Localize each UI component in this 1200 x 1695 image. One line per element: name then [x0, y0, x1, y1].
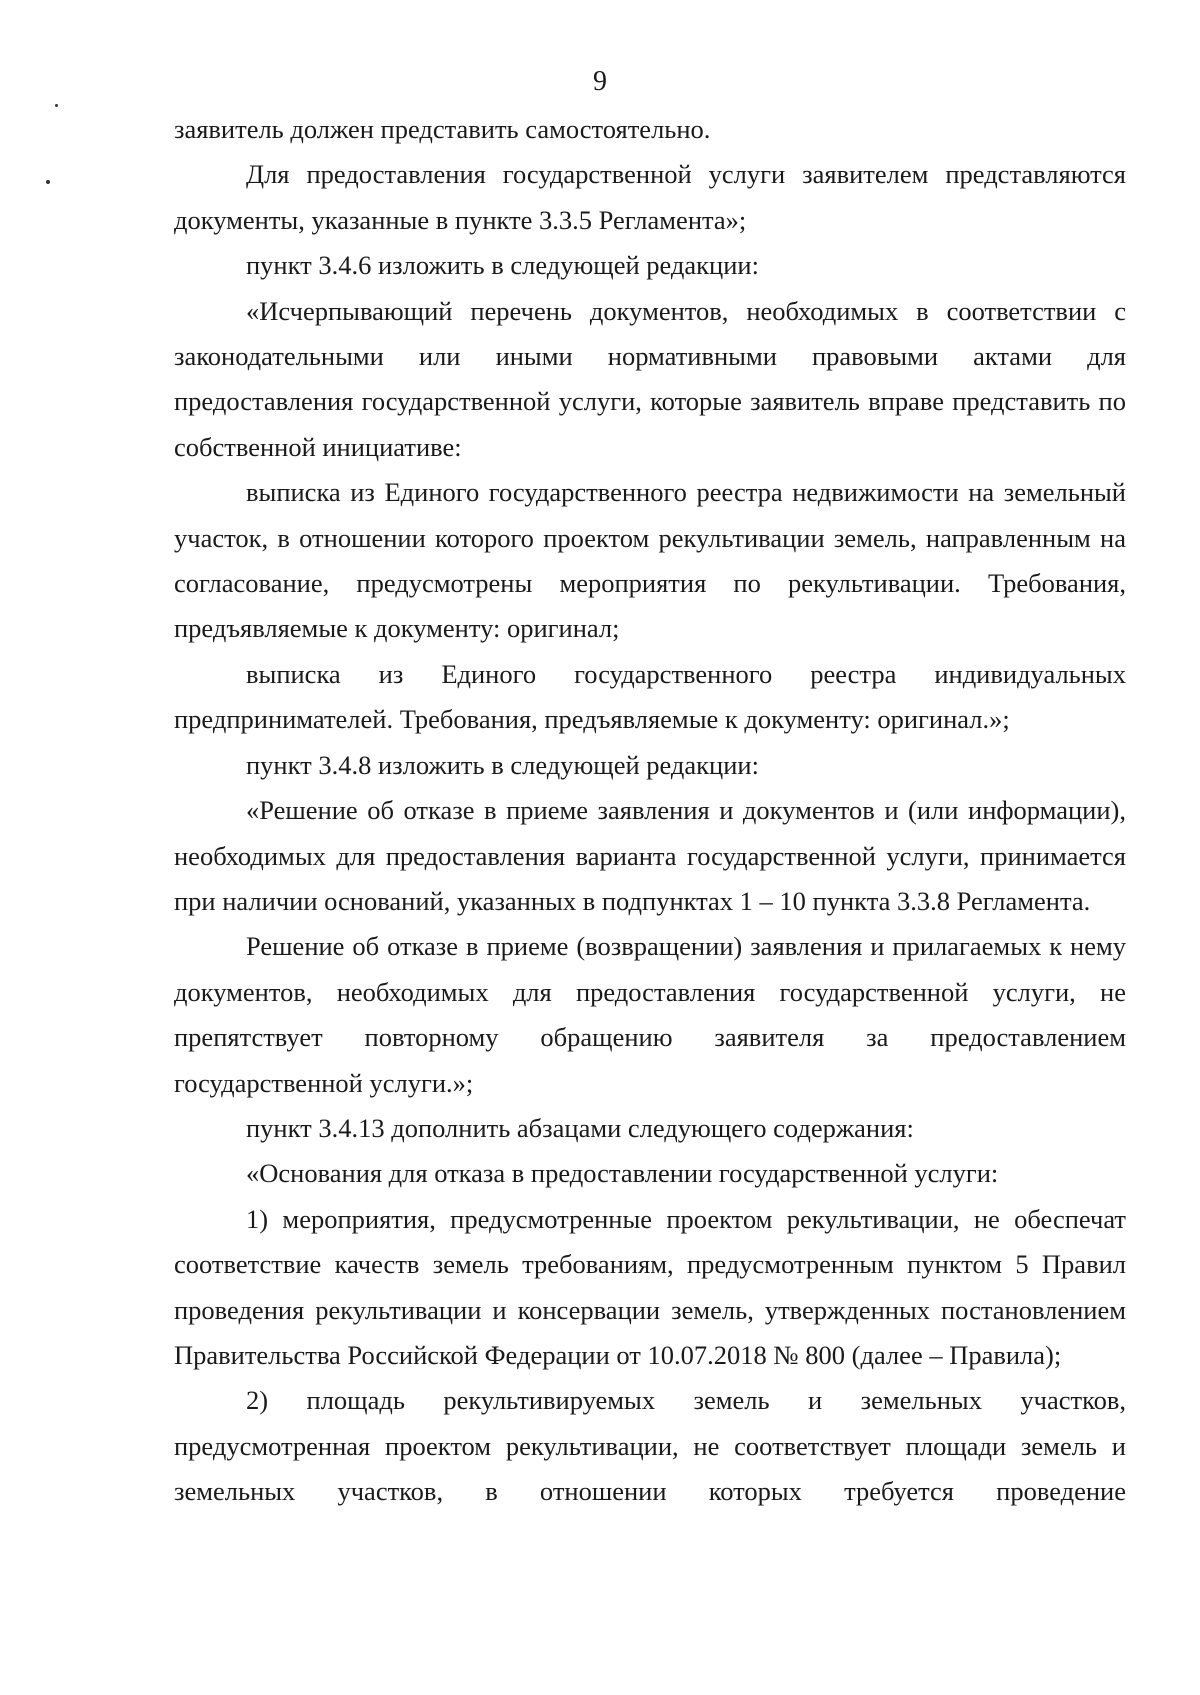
document-body: [174, 107, 1126, 1515]
paragraph: «Исчерпывающий перечень документов, необходимых в соответствии с законодательными или иными нормативными правовыми актами для предоставления государственной услуги, которые заявитель вправе представить по собственной инициативе:: [174, 295, 1126, 462]
paragraph: «Решение об отказе в приеме заявления и документов и (или информации), необходимых для предоставления варианта государственной услуги, принимается при наличии оснований, указанных в подпунктах 1 – 10 пункта 3.3.8 Регламента.: [174, 795, 1126, 916]
paragraph: Для предоставления государственной услуги заявителем представляются документы, указанные в пункте 3.3.5 Регламента»;: [174, 159, 1126, 235]
paragraph: 2) площадь рекультивируемых земель и земельных участков, предусмотренная проектом рекультивации, не соответствует площади земель и земельных участков, в отношении которых требуется проведение: [174, 1385, 1126, 1507]
paragraph: пункт 3.4.6 изложить в следующей редакции:: [246, 250, 759, 281]
paragraph: пункт 3.4.8 изложить в следующей редакции:: [246, 749, 759, 780]
scan-speck: [55, 104, 58, 107]
paragraph: заявитель должен представить самостоятельно.: [174, 114, 711, 144]
paragraph: пункт 3.4.13 дополнить абзацами следующего содержания:: [246, 1112, 914, 1143]
scan-speck: [46, 180, 50, 184]
paragraph: выписка из Единого государственного реестра недвижимости на земельный участок, в отношении которого проектом рекультивации земель, направленным на согласование, предусмотрены мероприятия по рекультивации. Требования, предъявляемые к документу: оригинал;: [174, 477, 1126, 644]
paragraph: 1) мероприятия, предусмотренные проектом рекультивации, не обеспечат соответствие качеств земель требованиям, предусмотренным пунктом 5 Правил проведения рекультивации и консервации земель, утвержденных постановлением Правительства Российской Федерации от 10.07.2018 № 800 (далее – Правила);: [174, 1203, 1126, 1370]
paragraph: Решение об отказе в приеме (возвращении) заявления и прилагаемых к нему документов, необходимых для предоставления государственной услуги, не препятствует повторному обращению заявителя за предоставлением государственной услуги.»;: [174, 931, 1126, 1098]
paragraph: выписка из Единого государственного реестра индивидуальных предпринимателей. Требования, предъявляемые к документу: оригинал.»;: [174, 658, 1126, 735]
paragraph: «Основания для отказа в предоставлении государственной услуги:: [246, 1158, 999, 1189]
page-number: 9: [593, 66, 607, 97]
